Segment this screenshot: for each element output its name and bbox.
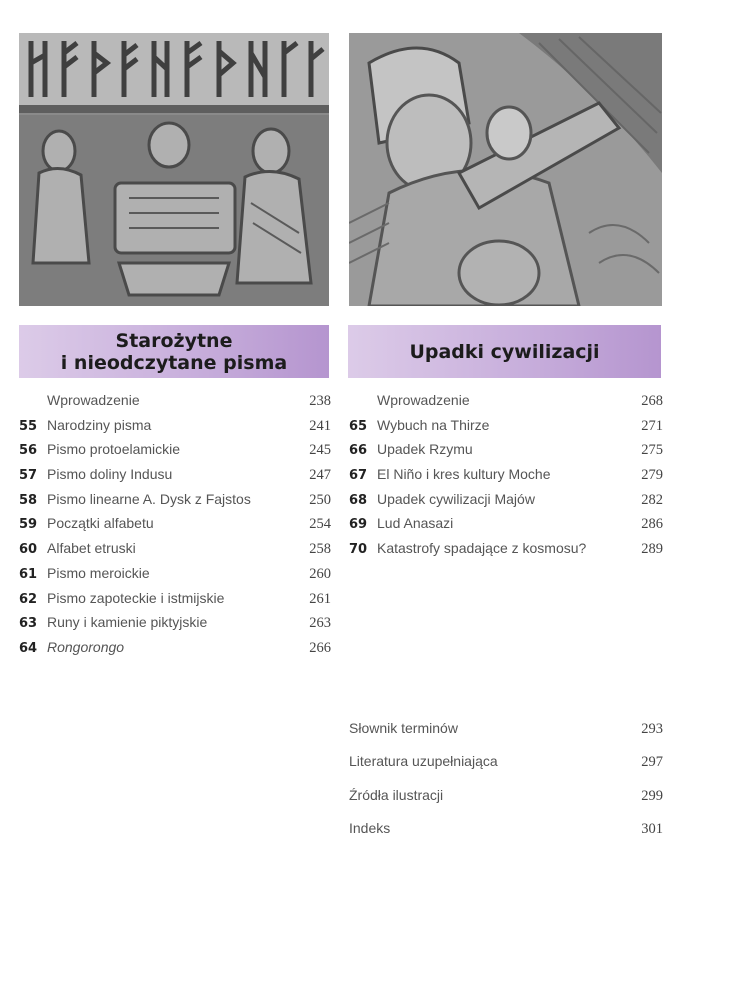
page-number: 286	[641, 516, 663, 533]
page-number: 293	[641, 721, 663, 737]
toc-entry[interactable]	[349, 515, 663, 540]
page-number: 241	[309, 417, 331, 434]
toc-entry[interactable]	[19, 614, 331, 639]
chapter-number: 66	[349, 443, 368, 459]
page-number: 247	[309, 467, 331, 484]
roman-soldier-relief-photo	[349, 33, 662, 306]
section-heading-text: Upadki cywilizacji	[409, 340, 600, 363]
chapter-title: Wprowadzenie	[377, 392, 470, 408]
toc-entry[interactable]	[19, 565, 331, 590]
section-heading-text: Starożytne i nieodczytane pisma	[60, 329, 288, 374]
chapter-title: Pismo doliny Indusu	[47, 466, 173, 483]
chapter-number: 57	[19, 468, 38, 484]
toc-entry[interactable]	[349, 820, 663, 853]
chapter-number: 62	[19, 591, 38, 607]
chapter-title: Pismo protoelamickie	[47, 441, 181, 458]
chapter-number: 60	[19, 542, 38, 558]
chapter-number: 69	[349, 517, 368, 533]
toc-entry[interactable]	[349, 417, 663, 442]
page-number: 238	[309, 393, 331, 409]
page-number: 250	[309, 491, 331, 508]
chapter-number: 56	[19, 443, 38, 459]
section-title: Literatura uzupełniająca	[349, 753, 498, 770]
toc-entry[interactable]	[349, 441, 663, 466]
toc-entry[interactable]	[349, 540, 663, 565]
chapter-number: 64	[19, 640, 38, 656]
section-title: Źródła ilustracji	[349, 786, 444, 803]
toc-entry[interactable]	[349, 720, 663, 753]
toc-entry[interactable]	[349, 787, 663, 820]
page-number: 279	[641, 467, 663, 484]
page-number: 299	[641, 787, 663, 804]
toc-entry[interactable]	[19, 466, 331, 491]
chapter-number: 59	[19, 517, 38, 533]
chapter-title: Wybuch na Thirze	[377, 416, 490, 433]
chapter-title: Pismo zapoteckie i istmijskie	[47, 589, 225, 606]
toc-entry[interactable]	[349, 753, 663, 786]
page-number: 268	[641, 393, 663, 409]
section-title: Słownik terminów	[349, 720, 458, 736]
page-number: 266	[309, 639, 331, 656]
section-title: Indeks	[349, 820, 391, 837]
chapter-number: 58	[19, 492, 38, 508]
toc-entry[interactable]	[19, 639, 331, 664]
page-number: 254	[309, 516, 331, 533]
chapter-title: Wprowadzenie	[47, 392, 140, 408]
page-number: 263	[309, 615, 331, 632]
chapter-title: Upadek Rzymu	[377, 441, 473, 458]
section-heading-collapse-of-civilizations	[348, 325, 661, 378]
page-number: 245	[309, 442, 331, 459]
page-number: 301	[641, 821, 663, 838]
chapter-title: Pismo linearne A. Dysk z Fajstos	[47, 490, 251, 507]
chapter-number: 65	[349, 418, 368, 434]
chapter-number: 67	[349, 468, 368, 484]
toc-list-ancient-scripts	[19, 392, 331, 664]
section-heading-ancient-scripts	[19, 325, 329, 378]
toc-entry[interactable]	[349, 392, 663, 417]
toc-entry[interactable]	[349, 466, 663, 491]
chapter-title: Rongorongo	[47, 638, 125, 655]
chapter-number: 61	[19, 566, 38, 582]
toc-entry[interactable]	[19, 441, 331, 466]
toc-entry[interactable]	[19, 515, 331, 540]
toc-entry[interactable]	[349, 491, 663, 516]
page-number: 260	[309, 565, 331, 582]
chapter-title: Początki alfabetu	[47, 515, 154, 532]
page-number: 282	[641, 491, 663, 508]
page-number: 271	[641, 417, 663, 434]
chapter-title: Runy i kamienie piktyjskie	[47, 614, 208, 631]
page-number: 275	[641, 442, 663, 459]
chapter-title: Upadek cywilizacji Majów	[377, 490, 535, 507]
toc-entry[interactable]	[19, 590, 331, 615]
page-number: 258	[309, 541, 331, 558]
toc-entry[interactable]	[19, 540, 331, 565]
page-number: 289	[641, 541, 663, 558]
chapter-title: Pismo meroickie	[47, 564, 150, 581]
toc-back-matter	[349, 720, 663, 854]
chapter-number: 70	[349, 542, 368, 558]
toc-entry[interactable]	[19, 417, 331, 442]
toc-entry[interactable]	[19, 392, 331, 417]
chapter-title: Katastrofy spadające z kosmosu?	[377, 540, 587, 557]
rune-relief-photo	[19, 33, 329, 306]
toc-list-collapse-of-civilizations	[349, 392, 663, 565]
chapter-number: 63	[19, 616, 38, 632]
toc-entry[interactable]	[19, 491, 331, 516]
chapter-title: El Niño i kres kultury Moche	[377, 466, 551, 483]
chapter-title: Lud Anasazi	[377, 515, 454, 532]
chapter-number: 55	[19, 418, 38, 434]
chapter-title: Alfabet etruski	[47, 540, 136, 557]
page-number: 297	[641, 754, 663, 771]
chapter-title: Narodziny pisma	[47, 416, 152, 433]
page-number: 261	[309, 590, 331, 607]
chapter-number: 68	[349, 492, 368, 508]
